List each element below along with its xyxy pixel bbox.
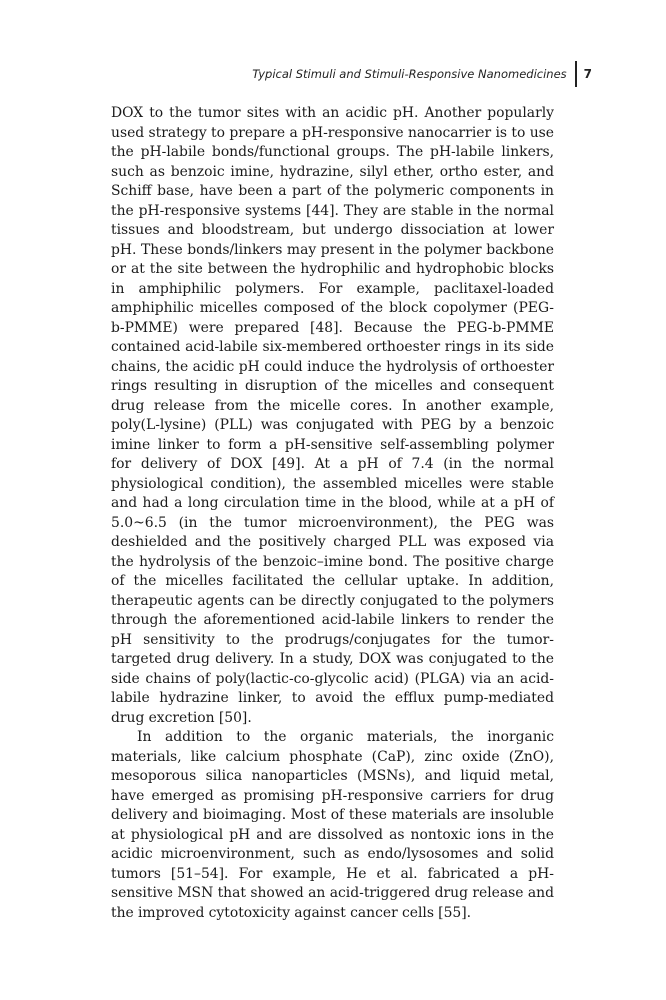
page-number: 7 bbox=[583, 67, 592, 81]
paragraph: DOX to the tumor sites with an acidic pH. Another popularly used strategy to prepare a pH-responsive nanocarrier is to use the pH-labile bonds/functional groups. The pH-labile linkers, such as benzoic imine, hydrazine, silyl ether, ortho ester, and Schiff base, have been a part of the polymeric components in the pH-responsive systems [44]. They are stable in the normal tissues and bloodstream, but undergo dissociation at lower pH. These bonds/linkers may present in the polymer backbone or at the site between the hydrophilic and hydrophobic blocks in amphiphilic polymers. For example, paclitaxel-loaded amphiphilic micelles composed of the block copolymer (PEG-b-PMME) were prepared [48]. Because the PEG-b-PMME contained acid-labile six-membered orthoester rings in its side chains, the acidic pH could induce the hydrolysis of orthoester rings resulting in disruption of the micelles and consequent drug release from the micelle cores. In another example, poly(L-lysine) (PLL) was conjugated with PEG by a benzoic imine linker to form a pH-sensitive self-assembling polymer for delivery of DOX [49]. At a pH of 7.4 (in the normal physiological condition), the assembled micelles were stable and had a long circulation time in the blood, while at a pH of 5.0~6.5 (in the tumor microenvironment), the PEG was deshielded and the positively charged PLL was exposed via the hydrolysis of the benzoic–imine bond. The positive charge of the micelles facilitated the cellular uptake. In addition, therapeutic agents can be directly conjugated to the polymers through the aforementioned acid-labile linkers to render the pH sensitivity to the prodrugs/conjugates for the tumor-targeted drug delivery. In a study, DOX was conjugated to the side chains of poly(lactic-co-glycolic acid) (PLGA) via an acid-labile hydrazine linker, to avoid the efflux pump-mediated drug excretion [50]. bbox=[111, 105, 554, 726]
body-text bbox=[111, 104, 554, 923]
running-title: Typical Stimuli and Stimuli-Responsive Nanomedicines bbox=[252, 67, 567, 81]
header-divider bbox=[575, 61, 577, 87]
paragraph: In addition to the organic materials, the inorganic materials, like calcium phosphate (CaP), zinc oxide (ZnO), mesoporous silica nanoparticles (MSNs), and liquid metal, have emerged as promising pH-responsive carriers for drug delivery and bioimaging. Most of these materials are insoluble at physiological pH and are dissolved as nontoxic ions in the acidic microenvironment, such as endo/lysosomes and solid tumors [51–54]. For example, He et al. fabricated a pH-sensitive MSN that showed an acid-triggered drug release and the improved cytotoxicity against cancer cells [55]. bbox=[111, 729, 554, 921]
running-header bbox=[252, 62, 592, 86]
